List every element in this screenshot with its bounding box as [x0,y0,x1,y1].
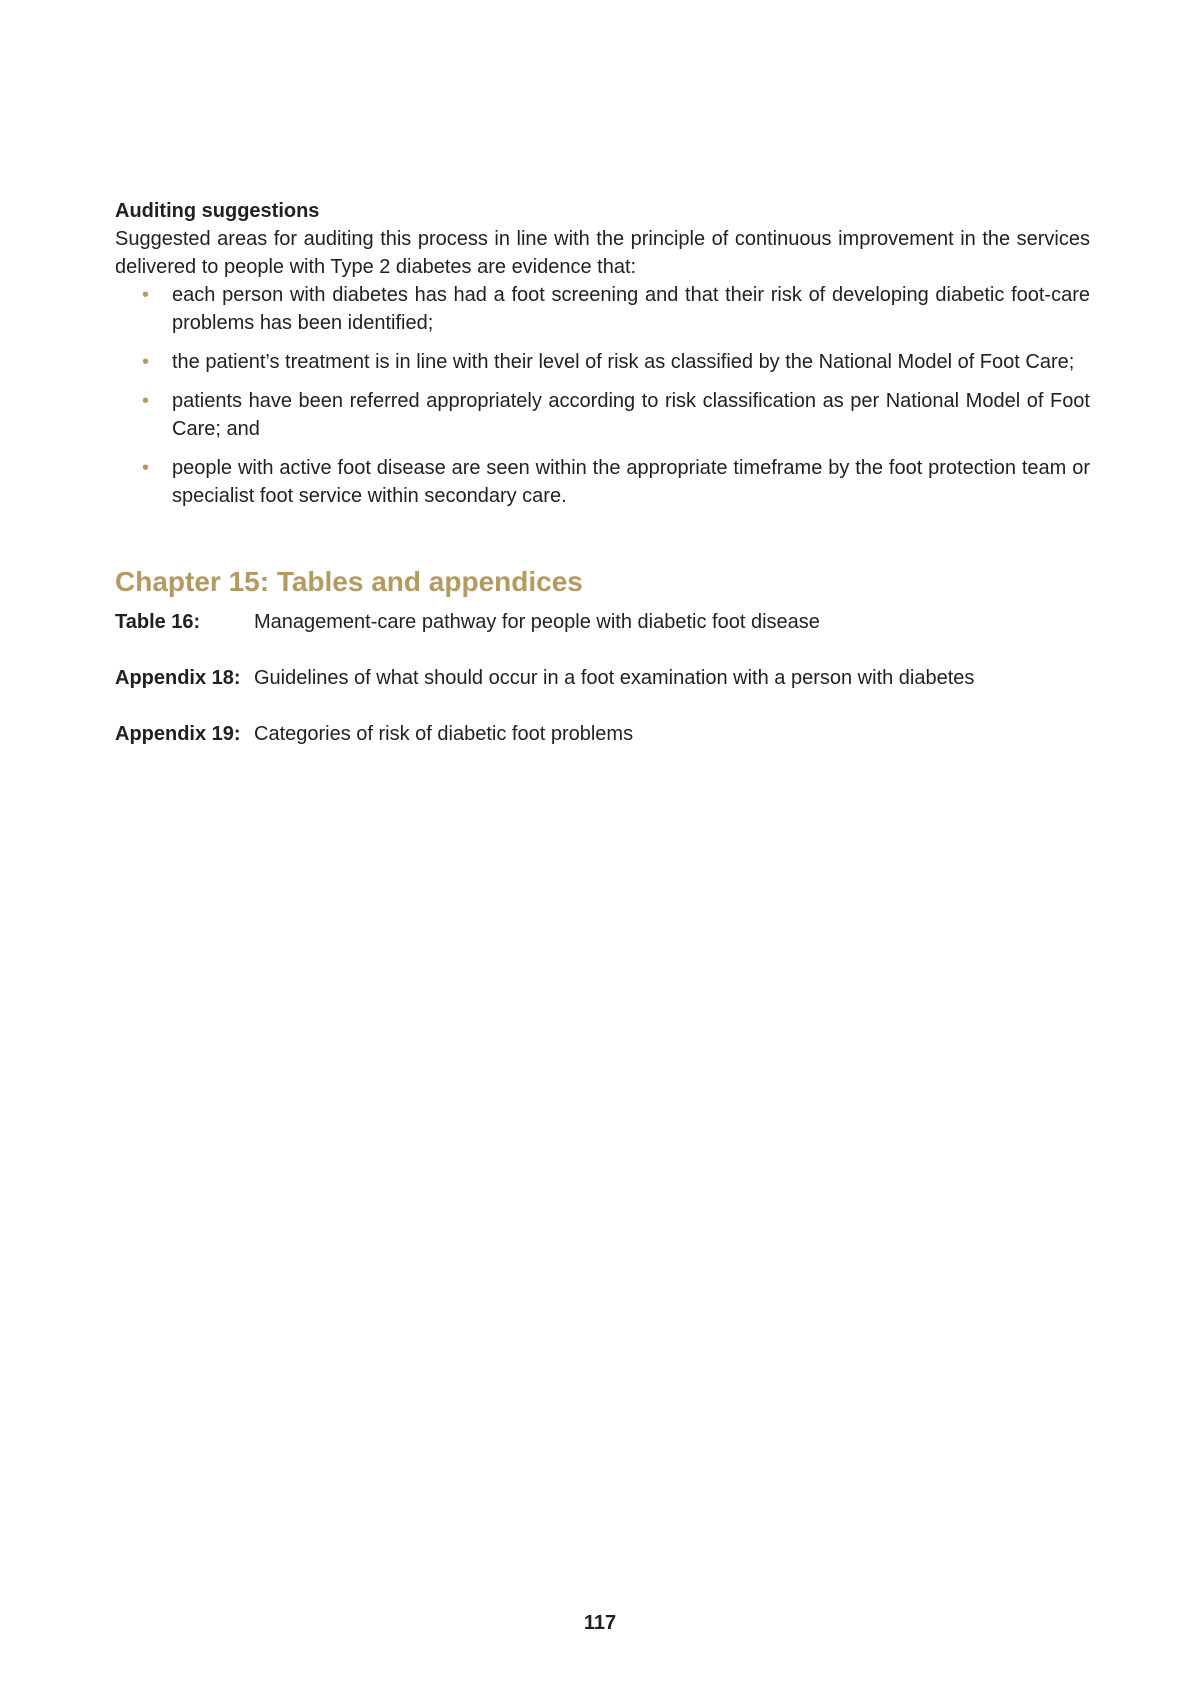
chapter-title: Chapter 15: Tables and appendices [115,566,583,597]
contents-item-appendix-18 [115,664,1090,692]
auditing-bullet-list [115,281,1090,510]
contents-item-appendix-19 [115,720,1090,748]
page-content [115,197,1090,776]
list-item [115,281,1090,337]
page-number: 117 [583,1612,617,1634]
bullet-icon: • [142,284,150,306]
bullet-icon: • [142,390,150,412]
bullet-icon: • [142,457,150,479]
contents-item-table-16 [115,608,1090,636]
bullet-text: the patient’s treatment is in line with their level of risk as classified by the National Model of Foot Care; [172,351,1075,373]
chapter-contents-list [115,608,1090,748]
contents-item-text: Guidelines of what should occur in a foot examination with a person with diabetes [254,667,975,689]
list-item [115,454,1090,510]
contents-item-label: Appendix 18: [115,667,241,689]
auditing-heading: Auditing suggestions [115,200,320,222]
contents-item-label: Appendix 19: [115,723,241,745]
contents-item-text: Management-care pathway for people with diabetic foot disease [254,611,820,633]
bullet-text: people with active foot disease are seen within the appropriate timeframe by the foot protection team or specialist foot service within secondary care. [172,457,1090,507]
list-item [115,387,1090,443]
bullet-text: patients have been referred appropriately according to risk classification as per National Model of Foot Care; and [172,390,1090,440]
bullet-icon: • [142,351,150,373]
auditing-intro: Suggested areas for auditing this process in line with the principle of continuous improvement in the services delivered to people with Type 2 diabetes are evidence that: [115,228,1090,278]
contents-item-label: Table 16: [115,611,201,633]
list-item [115,348,1090,376]
contents-item-text: Categories of risk of diabetic foot problems [254,723,634,745]
bullet-text: each person with diabetes has had a foot screening and that their risk of developing diabetic foot-care problems has been identified; [172,284,1090,334]
